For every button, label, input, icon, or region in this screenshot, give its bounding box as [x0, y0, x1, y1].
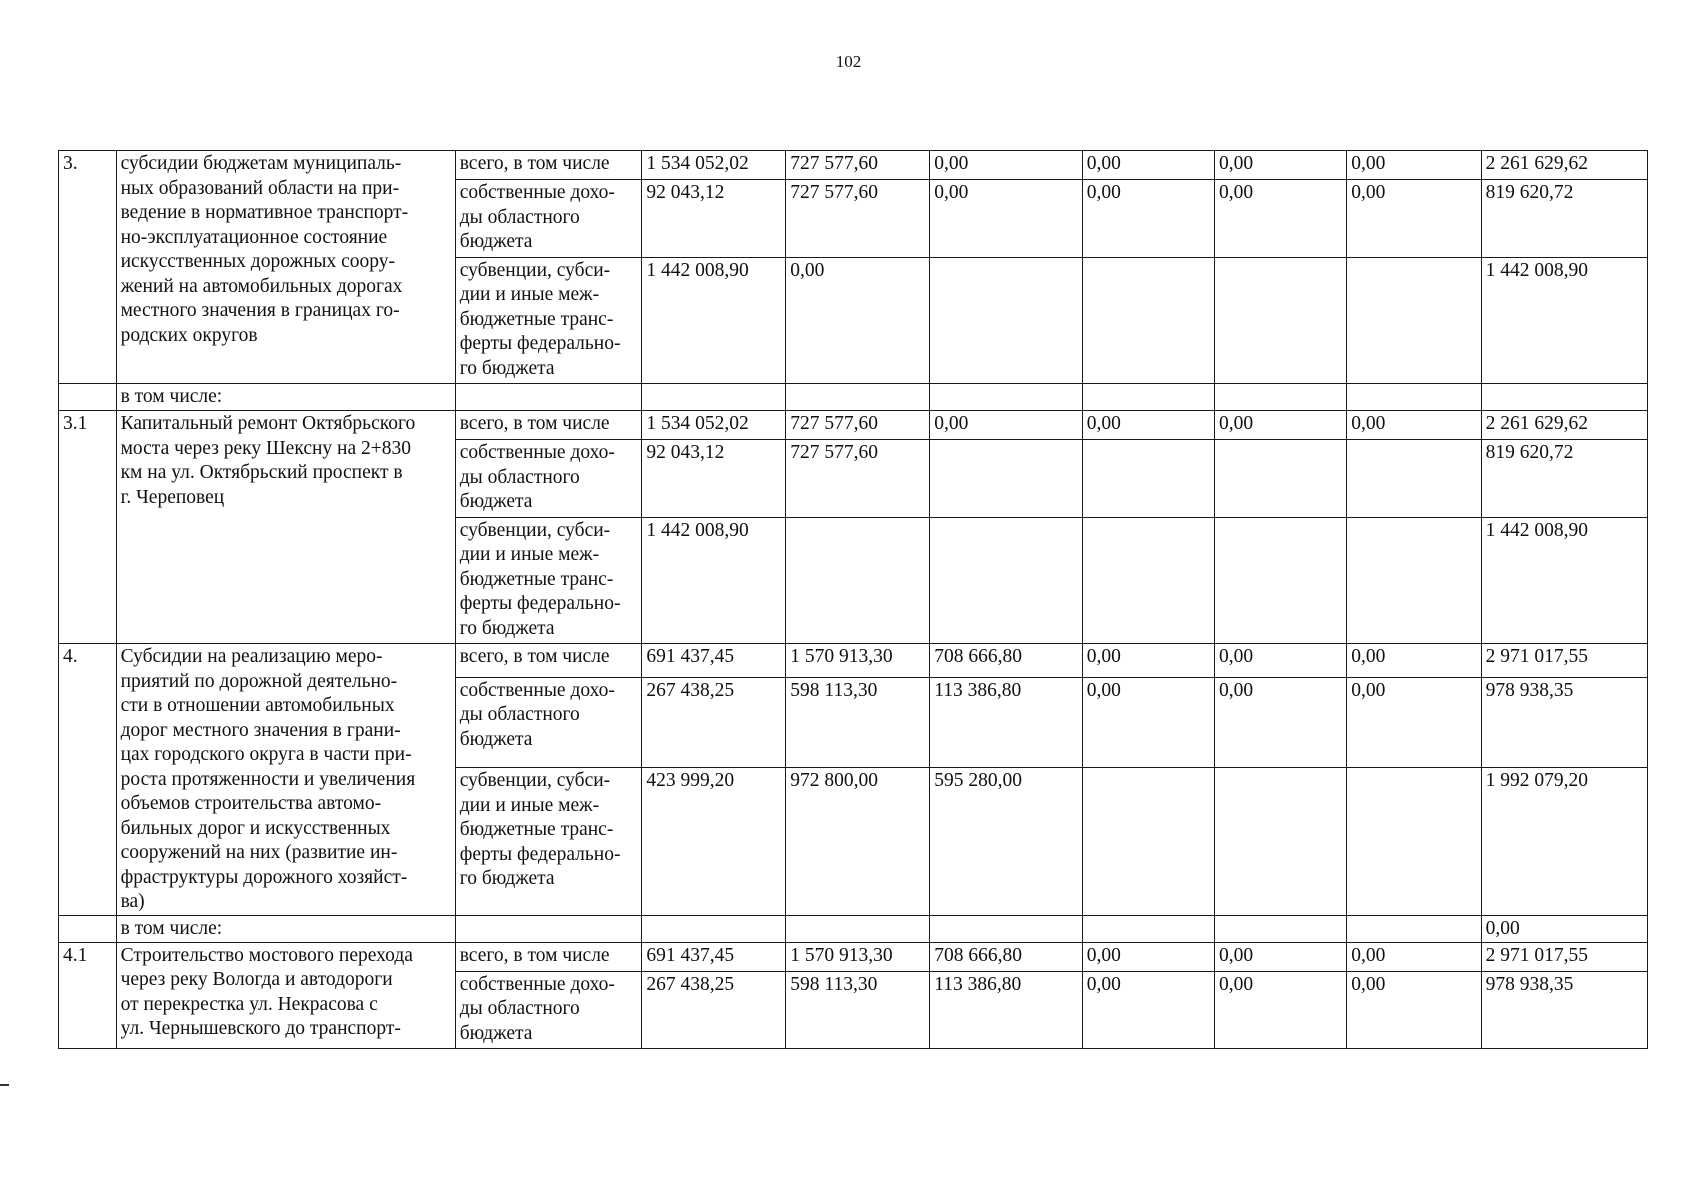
item-number: 4.1 — [59, 942, 117, 1049]
subtotal-label: в том числе: — [116, 384, 455, 411]
funding-source: собственные дохо- ды областного бюджета — [455, 971, 642, 1049]
value-cell — [930, 257, 1083, 384]
value-cell — [1215, 384, 1347, 411]
item-number: 3.1 — [59, 411, 117, 644]
value-cell — [1215, 440, 1347, 518]
item-number-cell — [59, 915, 117, 942]
value-cell: 708 666,80 — [930, 644, 1083, 678]
subtotal-label: в том числе: — [116, 915, 455, 942]
value-cell: 0,00 — [1215, 677, 1347, 767]
value-cell: 0,00 — [1082, 644, 1214, 678]
value-cell: 0,00 — [1347, 677, 1481, 767]
value-cell: 0,00 — [1215, 644, 1347, 678]
value-cell: 595 280,00 — [930, 768, 1083, 915]
value-cell: 0,00 — [786, 257, 930, 384]
value-cell: 0,00 — [1082, 411, 1214, 440]
total-cell: 0,00 — [1481, 915, 1647, 942]
value-cell: 0,00 — [1347, 180, 1481, 258]
value-cell — [930, 915, 1083, 942]
total-cell: 978 938,35 — [1481, 677, 1647, 767]
value-cell: 1 534 052,02 — [642, 151, 786, 180]
value-cell — [642, 915, 786, 942]
value-cell — [1215, 517, 1347, 644]
value-cell: 972 800,00 — [786, 768, 930, 915]
value-cell: 727 577,60 — [786, 411, 930, 440]
item-description: Строительство мостового перехода через реку Вологда и автодороги от перекрестка ул. Некрасова с ул. Чернышевского до транспорт- — [116, 942, 455, 1049]
value-cell — [1082, 915, 1214, 942]
total-cell: 1 992 079,20 — [1481, 768, 1647, 915]
value-cell: 0,00 — [1347, 151, 1481, 180]
value-cell — [1347, 384, 1481, 411]
table-row — [59, 942, 1648, 971]
value-cell: 0,00 — [1347, 971, 1481, 1049]
value-cell — [1082, 517, 1214, 644]
item-description: субсидии бюджетам муниципаль- ных образований области на при- ведение в нормативное транспорт- но-эксплуатационное состояние искусственных дорожных соору- жений на автомобильных дорогах местного значения в границах го- родских округов — [116, 151, 455, 384]
value-cell: 0,00 — [1347, 411, 1481, 440]
value-cell: 0,00 — [1082, 942, 1214, 971]
value-cell — [1347, 768, 1481, 915]
total-cell: 819 620,72 — [1481, 180, 1647, 258]
item-number-cell — [59, 384, 117, 411]
budget-table — [58, 150, 1648, 1049]
funding-source: субвенции, субси- дии и иные меж- бюджетные транс- ферты федерально- го бюджета — [455, 257, 642, 384]
value-cell — [1347, 440, 1481, 518]
margin-mark — [0, 1084, 9, 1086]
value-cell: 0,00 — [930, 180, 1083, 258]
value-cell: 1 534 052,02 — [642, 411, 786, 440]
funding-source: субвенции, субси- дии и иные меж- бюджетные транс- ферты федерально- го бюджета — [455, 517, 642, 644]
value-cell — [1347, 517, 1481, 644]
item-number: 3. — [59, 151, 117, 384]
value-cell: 113 386,80 — [930, 677, 1083, 767]
value-cell — [1215, 768, 1347, 915]
total-cell: 2 971 017,55 — [1481, 644, 1647, 678]
value-cell — [786, 384, 930, 411]
funding-source: собственные дохо- ды областного бюджета — [455, 440, 642, 518]
value-cell: 1 570 913,30 — [786, 644, 930, 678]
value-cell — [1082, 384, 1214, 411]
value-cell — [930, 384, 1083, 411]
subtotal-row — [59, 384, 1648, 411]
value-cell — [642, 384, 786, 411]
value-cell: 0,00 — [1082, 151, 1214, 180]
value-cell: 1 442 008,90 — [642, 257, 786, 384]
value-cell: 0,00 — [1215, 180, 1347, 258]
value-cell: 598 113,30 — [786, 677, 930, 767]
total-cell: 2 261 629,62 — [1481, 411, 1647, 440]
value-cell — [1082, 440, 1214, 518]
value-cell: 727 577,60 — [786, 180, 930, 258]
value-cell: 0,00 — [1347, 644, 1481, 678]
value-cell: 0,00 — [930, 151, 1083, 180]
value-cell: 0,00 — [1082, 180, 1214, 258]
value-cell: 0,00 — [1215, 151, 1347, 180]
funding-source: собственные дохо- ды областного бюджета — [455, 180, 642, 258]
total-cell: 1 442 008,90 — [1481, 257, 1647, 384]
funding-source: всего, в том числе — [455, 644, 642, 678]
value-cell — [930, 517, 1083, 644]
value-cell: 598 113,30 — [786, 971, 930, 1049]
total-cell: 2 261 629,62 — [1481, 151, 1647, 180]
value-cell — [1347, 257, 1481, 384]
value-cell: 1 442 008,90 — [642, 517, 786, 644]
total-cell — [1481, 384, 1647, 411]
value-cell: 708 666,80 — [930, 942, 1083, 971]
value-cell: 92 043,12 — [642, 440, 786, 518]
value-cell: 0,00 — [1082, 971, 1214, 1049]
table-row — [59, 644, 1648, 678]
value-cell — [1347, 915, 1481, 942]
value-cell: 691 437,45 — [642, 942, 786, 971]
value-cell: 727 577,60 — [786, 151, 930, 180]
value-cell — [455, 384, 642, 411]
value-cell — [1082, 768, 1214, 915]
value-cell — [1215, 915, 1347, 942]
item-description: Субсидии на реализацию меро- приятий по дорожной деятельно- сти в отношении автомобильных дорог местного значения в грани- цах городского округа в части при- роста протяженности и увеличения объемов строительства автомо- бильных дорог и искусственных сооружений на них (развитие ин- фраструктуры дорожного хозяйст- ва) — [116, 644, 455, 916]
value-cell: 0,00 — [930, 411, 1083, 440]
value-cell: 113 386,80 — [930, 971, 1083, 1049]
value-cell: 0,00 — [1082, 677, 1214, 767]
funding-source: всего, в том числе — [455, 942, 642, 971]
value-cell — [1082, 257, 1214, 384]
value-cell: 1 570 913,30 — [786, 942, 930, 971]
value-cell: 691 437,45 — [642, 644, 786, 678]
value-cell: 0,00 — [1215, 411, 1347, 440]
table-row — [59, 151, 1648, 180]
value-cell: 267 438,25 — [642, 971, 786, 1049]
value-cell — [1215, 257, 1347, 384]
total-cell: 819 620,72 — [1481, 440, 1647, 518]
value-cell: 92 043,12 — [642, 180, 786, 258]
funding-source: субвенции, субси- дии и иные меж- бюджетные транс- ферты федерально- го бюджета — [455, 768, 642, 915]
total-cell: 1 442 008,90 — [1481, 517, 1647, 644]
funding-source: всего, в том числе — [455, 411, 642, 440]
value-cell: 423 999,20 — [642, 768, 786, 915]
value-cell — [786, 915, 930, 942]
total-cell: 978 938,35 — [1481, 971, 1647, 1049]
subtotal-row — [59, 915, 1648, 942]
value-cell: 0,00 — [1347, 942, 1481, 971]
page-number: 102 — [835, 52, 862, 71]
value-cell: 0,00 — [1215, 971, 1347, 1049]
value-cell — [930, 440, 1083, 518]
funding-source: собственные дохо- ды областного бюджета — [455, 677, 642, 767]
table-row — [59, 411, 1648, 440]
value-cell — [455, 915, 642, 942]
value-cell: 727 577,60 — [786, 440, 930, 518]
value-cell: 267 438,25 — [642, 677, 786, 767]
budget-body — [59, 151, 1648, 1049]
total-cell: 2 971 017,55 — [1481, 942, 1647, 971]
funding-source: всего, в том числе — [455, 151, 642, 180]
value-cell — [786, 517, 930, 644]
value-cell: 0,00 — [1215, 942, 1347, 971]
item-description: Капитальный ремонт Октябрьского моста через реку Шексну на 2+830 км на ул. Октябрьский проспект в г. Череповец — [116, 411, 455, 644]
item-number: 4. — [59, 644, 117, 916]
